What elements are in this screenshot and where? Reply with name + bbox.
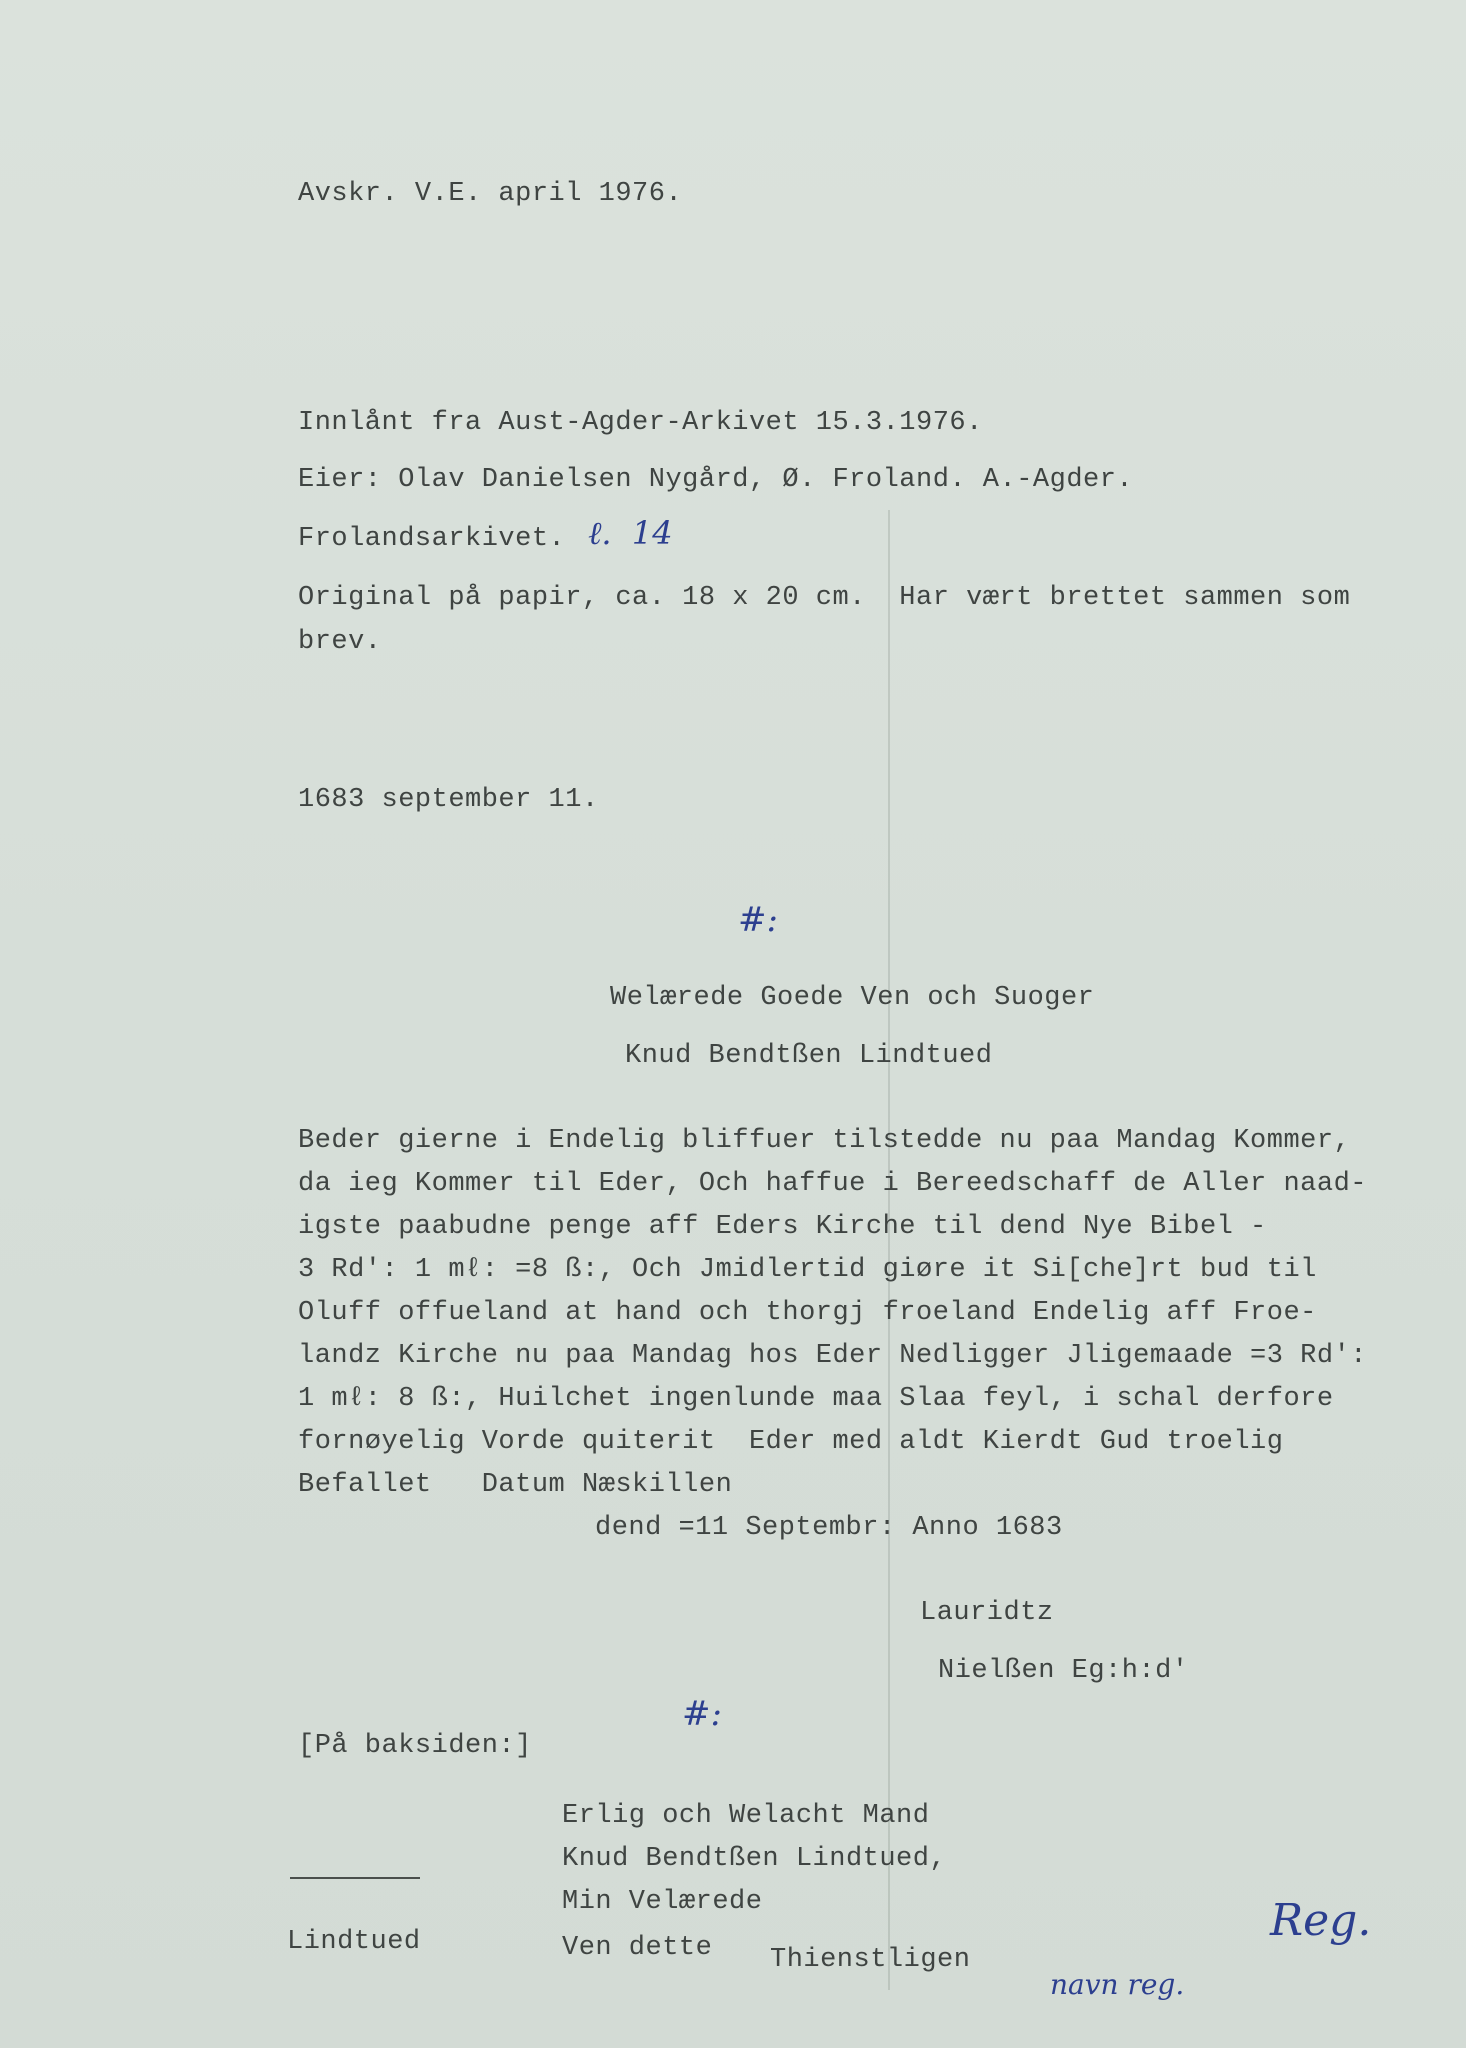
body-line: landz Kirche nu paa Mandag hos Eder Nedligger Jligemaade =3 Rd':	[298, 1341, 1367, 1371]
verso-left-note: Lindtued	[287, 1927, 421, 1957]
body-line: fornøyelig Vorde quiterit Eder med aldt Kierdt Gud troelig	[298, 1427, 1284, 1457]
body-line: Beder gierne i Endelig bliffuer tilstedde nu paa Mandag Kommer,	[298, 1126, 1351, 1156]
address-line: Knud Bendtßen Lindtued,	[562, 1844, 947, 1874]
address-line: Erlig och Welacht Mand	[562, 1801, 930, 1831]
address-line: Min Velærede	[562, 1887, 763, 1917]
address-line: Ven dette	[562, 1933, 713, 1963]
owner-line: Eier: Olav Danielsen Nygård, Ø. Froland. A.-Agder.	[298, 465, 1134, 495]
original-line-2: brev.	[298, 627, 382, 657]
body-line: 1 mℓ: 8 ß:, Huilchet ingenlunde maa Slaa feyl, i schal derfore	[298, 1384, 1334, 1414]
body-line: 3 Rd': 1 mℓ: =8 ß:, Och Jmidlertid giøre it Si[che]rt bud til	[298, 1255, 1317, 1285]
dating-line: dend =11 Septembr: Anno 1683	[595, 1513, 1063, 1543]
signature-line-1: Lauridtz	[920, 1598, 1054, 1628]
body-line: Oluff offueland at hand och thorgj froeland Endelig aff Froe-	[298, 1298, 1317, 1328]
signature-line-2: Nielßen Eg:h:d'	[938, 1656, 1189, 1686]
transcript-note: Avskr. V.E. april 1976.	[298, 179, 683, 209]
original-line-1: Original på papir, ca. 18 x 20 cm. Har vært brettet sammen som	[298, 583, 1351, 613]
archive-line: Frolandsarkivet.	[298, 524, 566, 554]
salutation-line-1: Welærede Goede Ven och Suoger	[610, 983, 1095, 1013]
salutation-line-2: Knud Bendtßen Lindtued	[625, 1041, 993, 1071]
body-line: Befallet Datum Næskillen	[298, 1470, 733, 1500]
mark-bottom: #:	[682, 1694, 722, 1734]
body-line: igste paabudne penge aff Eders Kirche til dend Nye Bibel -	[298, 1212, 1267, 1242]
divider-rule	[290, 1877, 420, 1879]
letter-date: 1683 september 11.	[298, 785, 599, 815]
loan-line: Innlånt fra Aust-Agder-Arkivet 15.3.1976.	[298, 408, 983, 438]
reg-annotation: Reg.	[1270, 1895, 1372, 1946]
address-extra: Thienstligen	[770, 1945, 971, 1975]
archive-number-handwritten: ℓ. 14	[588, 514, 673, 552]
body-line: da ieg Kommer til Eder, Och haffue i Bereedschaff de Aller naad-	[298, 1169, 1367, 1199]
mark-top: #:	[738, 900, 778, 940]
name-reg-annotation: navn reg.	[1050, 1968, 1185, 2001]
verso-label: [På baksiden:]	[298, 1731, 532, 1761]
fold-line	[888, 510, 890, 1990]
